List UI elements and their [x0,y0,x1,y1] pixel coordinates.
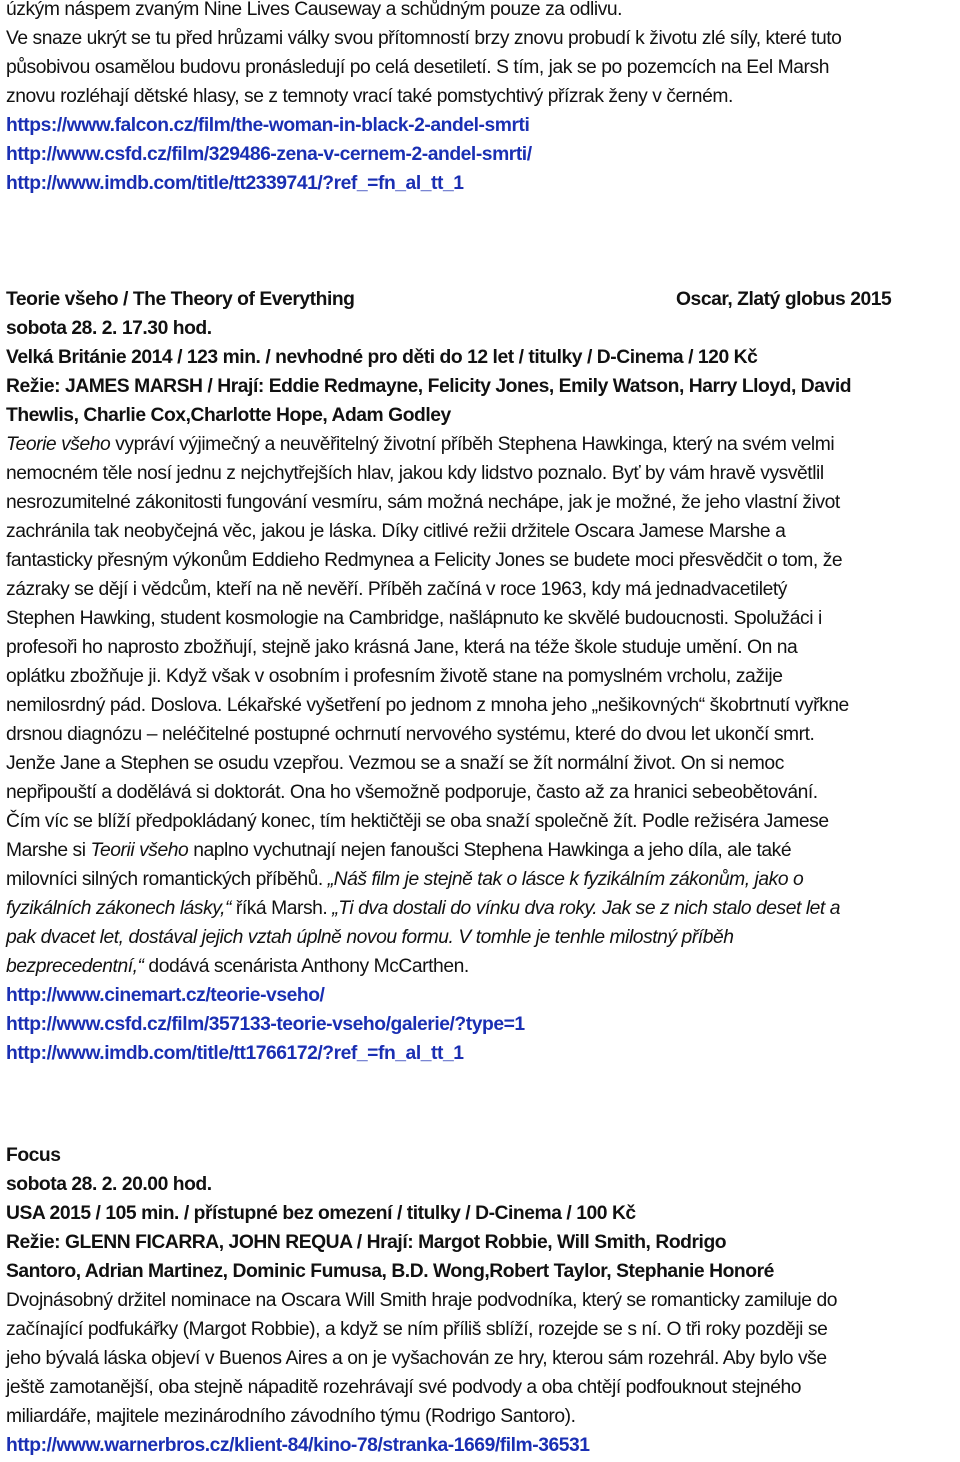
csfd-link[interactable]: http://www.csfd.cz/film/329486-zena-v-cernem-2-andel-smrti/ [6,144,532,165]
film1-credits: Režie: JAMES MARSH / Hrají: Eddie Redmayne, Felicity Jones, Emily Watson, Harry Lloyd, David [6,376,852,397]
film1-desc-line: Čím víc se blíží předpokládaný konec, tím hektičtěji se oba snaží společně žít. Podle režiséra Jamese [6,811,829,832]
film1-credits: Thewlis, Charlie Cox,Charlotte Hope, Adam Godley [6,405,451,426]
film1-heading [6,285,956,314]
film1-awards: Oscar, Zlatý globus 2015 [676,289,892,310]
film2-desc-line: jeho bývalá láska objeví v Buenos Aires a on je vyšachován ze hry, kterou sám rozehrál. Aby bylo vše [6,1348,827,1369]
film2-desc-line: Dvojnásobný držitel nominace na Oscara Will Smith hraje podvodníka, který se romanticky zamiluje do [6,1290,837,1311]
film1-desc-line: bezprecedentní,“ dodává scenárista Anthony McCarthen. [6,956,469,977]
intro-line: Ve snaze ukrýt se tu před hrůzami války svou přítomností brzy znovu probudí k životu zlé síly, které tuto [6,28,842,49]
film1-desc-line: fyzikálních zákonech lásky,“ říká Marsh. „Ti dva dostali do vínku dva roky. Jak se z nich stalo deset let a [6,898,841,919]
film2-desc-line: začínající podfukářky (Margot Robbie), a když se ním příliš sblíží, rozejde se s ní. O tři roky později se [6,1319,828,1340]
falcon-link[interactable]: https://www.falcon.cz/film/the-woman-in-black-2-andel-smrti [6,115,530,136]
film1-desc-line: nesrozumitelné zákonitosti fungování vesmíru, sám možná nechápe, jak je možné, že jeho vlastní život [6,492,840,513]
csfd-link[interactable]: http://www.csfd.cz/film/357133-teorie-vseho/galerie/?type=1 [6,1014,525,1035]
film1-desc-line: milovníci silných romantických příběhů. „Náš film je stejně tak o lásce k fyzikálním zákonům, jako o [6,869,804,890]
intro-line: působivou osamělou budovu pronásledují po celá desetiletí. S tím, jak se po pozemcích na Eel Marsh [6,57,829,78]
film1-desc-line: nemilosrdný pád. Doslova. Lékařské vyšetření po jednom z mnoha jeho „nešikovných“ škobrtnutí vyřkne [6,695,849,716]
film2-desc-line: miliardáře, majitele mezinárodního závodního týmu (Rodrigo Santoro). [6,1406,576,1427]
film2-credits: Režie: GLENN FICARRA, JOHN REQUA / Hrají: Margot Robbie, Will Smith, Rodrigo [6,1232,727,1253]
film2-info: USA 2015 / 105 min. / přístupné bez omezení / titulky / D-Cinema / 100 Kč [6,1203,636,1224]
intro-line: úzkým náspem zvaným Nine Lives Causeway a schůdným pouze za odlivu. [6,0,623,20]
imdb-link[interactable]: http://www.imdb.com/title/tt1766172/?ref_=fn_al_tt_1 [6,1043,464,1064]
intro-line: znovu rozléhají dětské hlasy, se z temnoty vrací také pomstychtivý přízrak ženy v černém. [6,86,733,107]
film1-desc-line: oplátku zbožňuje ji. Když však v osobním i profesním životě stane na pomyslném vrcholu, zažije [6,666,783,687]
film1-desc-line: Marshe si Teorii všeho naplno vychutnají nejen fanoušci Stephena Hawkinga a jeho díla, ale také [6,840,792,861]
film2-title: Focus [6,1145,61,1166]
film1-desc-line: nepřipouští a dodělává si doktorát. Ona ho všemožně podporuje, často až za hranici sebeobětování. [6,782,818,803]
film1-date: sobota 28. 2. 17.30 hod. [6,318,212,339]
film1-desc-line: drsnou diagnózu – neléčitelné postupné ochrnutí nervového systému, které do dvou let ukončí smrt. [6,724,815,745]
film1-desc-line: nemocném těle nosí jednu z nejchytřejších hlav, jakou kdy lidstvo poznalo. Byť by vám hravě vysvětlil [6,463,824,484]
film2-date: sobota 28. 2. 20.00 hod. [6,1174,212,1195]
film1-desc-line: pak dvacet let, dostával jejich vztah úplně novou formu. V tomhle je tenhle milostný příběh [6,927,734,948]
film1-info: Velká Británie 2014 / 123 min. / nevhodné pro děti do 12 let / titulky / D-Cinema / 120 Kč [6,347,758,368]
film2-credits: Santoro, Adrian Martinez, Dominic Fumusa, B.D. Wong,Robert Taylor, Stephanie Honoré [6,1261,774,1282]
film1-desc-line: Teorie všeho vypráví výjimečný a neuvěřitelný životní příběh Stephena Hawkinga, který na svém velmi [6,434,835,455]
film1-desc-line: zachránila tak neobyčejná věc, jakou je láska. Díky citlivé režii držitele Oscara Jamese Marshe a [6,521,786,542]
film1-desc-line: Stephen Hawking, student kosmologie na Cambridge, našlápnuto ke skvělé budoucnosti. Spolužáci i [6,608,822,629]
film1-desc-line: fantasticky přesným výkonům Eddieho Redmynea a Felicity Jones se budete moci přesvědčit o tom, že [6,550,843,571]
film1-desc-line: zázraky se dějí i vědcům, kteří na ně nevěří. Příběh začíná v roce 1963, kdy má jednadvacetiletý [6,579,787,600]
film1-title: Teorie všeho / The Theory of Everything [6,289,355,310]
film2-desc-line: ještě zamotanější, oba stejně nápaditě rozehrávají své podvody a oba chtějí podfouknout stejného [6,1377,802,1398]
cinemart-link[interactable]: http://www.cinemart.cz/teorie-vseho/ [6,985,325,1006]
warnerbros-link[interactable]: http://www.warnerbros.cz/klient-84/kino-78/stranka-1669/film-36531 [6,1435,590,1456]
film1-desc-line: Jenže Jane a Stephen se osudu vzepřou. Vezmou se a snaží se žít normální život. On si nemoc [6,753,784,774]
imdb-link[interactable]: http://www.imdb.com/title/tt2339741/?ref_=fn_al_tt_1 [6,173,464,194]
film1-desc-line: profesoři ho naprosto zbožňují, stejně jako krásná Jane, která na téže škole studuje umění. On na [6,637,798,658]
